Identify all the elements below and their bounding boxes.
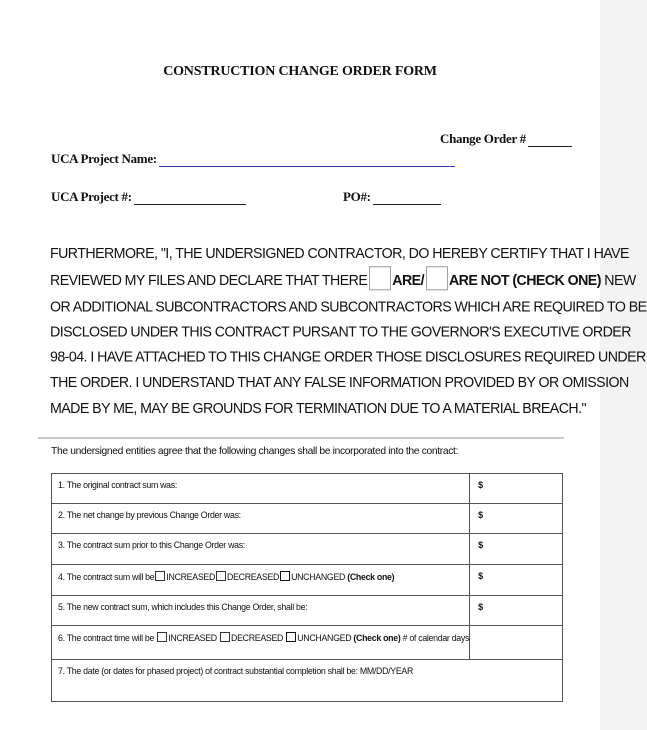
time-increased-checkbox[interactable]: [157, 632, 167, 642]
row-prior-sum: 3. The contract sum prior to this Change Order was:: [52, 534, 470, 565]
cert-line-2: [50, 267, 636, 295]
time-unchanged-label: UNCHANGED: [297, 633, 352, 643]
unchanged-label: UNCHANGED: [291, 572, 346, 582]
po-field: [343, 189, 441, 205]
cert-line-7: MADE BY ME, MAY BE GROUNDS FOR TERMINATION DUE TO A MATERIAL BREACH.": [50, 400, 586, 418]
form-title: CONSTRUCTION CHANGE ORDER FORM: [163, 64, 437, 79]
change-order-label: Change Order #: [440, 131, 526, 146]
days-cell[interactable]: [470, 626, 563, 660]
are-checkbox[interactable]: [369, 267, 391, 291]
certification-paragraph: [50, 241, 647, 422]
table-row: [52, 626, 563, 660]
are-label: ARE/: [392, 272, 424, 290]
table-row: [52, 660, 563, 702]
are-not-checkbox[interactable]: [426, 267, 448, 291]
amount-cell[interactable]: $: [470, 565, 563, 596]
row-sum-change-label: 4. The contract sum will be: [58, 572, 155, 582]
row-original-sum: 1. The original contract sum was:: [52, 474, 470, 504]
amount-cell[interactable]: $: [470, 474, 563, 504]
decreased-label: DECREASED: [227, 572, 280, 582]
amount-cell[interactable]: $: [470, 504, 563, 534]
increased-label: INCREASED: [166, 572, 216, 582]
time-decreased-label: DECREASED: [231, 633, 284, 643]
cert-line-1: FURTHERMORE, "I, THE UNDERSIGNED CONTRACTOR, DO HEREBY CERTIFY THAT I HAVE: [50, 245, 629, 262]
change-order-blank[interactable]: [528, 134, 572, 147]
table-row: [52, 534, 563, 565]
time-unchanged-checkbox[interactable]: [286, 632, 296, 642]
row-new-sum: 5. The new contract sum, which includes this Change Order, shall be:: [52, 596, 470, 626]
section-divider: [38, 437, 564, 439]
amount-cell[interactable]: $: [470, 534, 563, 565]
project-number-field: [51, 189, 246, 205]
increased-checkbox[interactable]: [155, 571, 165, 581]
decreased-checkbox[interactable]: [216, 571, 226, 581]
table-row: [52, 565, 563, 596]
time-increased-label: INCREASED: [168, 633, 217, 643]
po-blank[interactable]: [373, 192, 441, 205]
change-order-field: [440, 131, 572, 147]
date-cell[interactable]: [470, 660, 563, 702]
cert-line-2-text: REVIEWED MY FILES AND DECLARE THAT THERE: [50, 272, 368, 290]
row-sum-change: [52, 565, 470, 596]
cert-line-2-tail: NEW: [600, 272, 636, 290]
are-not-label: ARE NOT (CHECK ONE): [448, 272, 601, 290]
project-name-field: [51, 151, 455, 167]
cert-line-6: THE ORDER. I UNDERSTAND THAT ANY FALSE INFORMATION PROVIDED BY OR OMISSION: [50, 374, 629, 392]
table-row: [52, 474, 563, 504]
cert-line-5: 98-04. I HAVE ATTACHED TO THIS CHANGE ORDER THOSE DISCLOSURES REQUIRED UNDER: [50, 349, 646, 367]
check-one-label: (Check one): [347, 572, 395, 582]
changes-intro: The undersigned entities agree that the following changes shall be incorporated into the contract:: [51, 446, 459, 457]
cert-line-3: OR ADDITIONAL SUBCONTRACTORS AND SUBCONTRACTORS WHICH ARE REQUIRED TO BE: [50, 298, 647, 316]
project-number-label: UCA Project #:: [51, 189, 132, 204]
row-contract-time-label: 6. The contract time will be: [58, 633, 155, 643]
project-name-label: UCA Project Name:: [51, 151, 157, 166]
cert-line-4: DISCLOSED UNDER THIS CONTRACT PURSANT TO THE GOVERNOR'S EXECUTIVE ORDER: [50, 323, 631, 341]
time-check-one-label: (Check one): [353, 633, 401, 643]
row-completion-date: 7. The date (or dates for phased project) of contract substantial completion shall be: MM/DD/YEAR: [52, 660, 470, 702]
amount-cell[interactable]: $: [470, 596, 563, 626]
project-number-blank[interactable]: [134, 192, 246, 205]
changes-table: [51, 473, 563, 702]
time-decreased-checkbox[interactable]: [220, 632, 230, 642]
calendar-days-label: # of calendar days: [400, 633, 470, 643]
row-net-change: 2. The net change by previous Change Order was:: [52, 504, 470, 534]
po-label: PO#:: [343, 189, 371, 204]
row-contract-time: [52, 626, 470, 660]
project-name-blank[interactable]: [159, 154, 455, 167]
table-row: [52, 596, 563, 626]
unchanged-checkbox[interactable]: [280, 571, 290, 581]
table-row: [52, 504, 563, 534]
